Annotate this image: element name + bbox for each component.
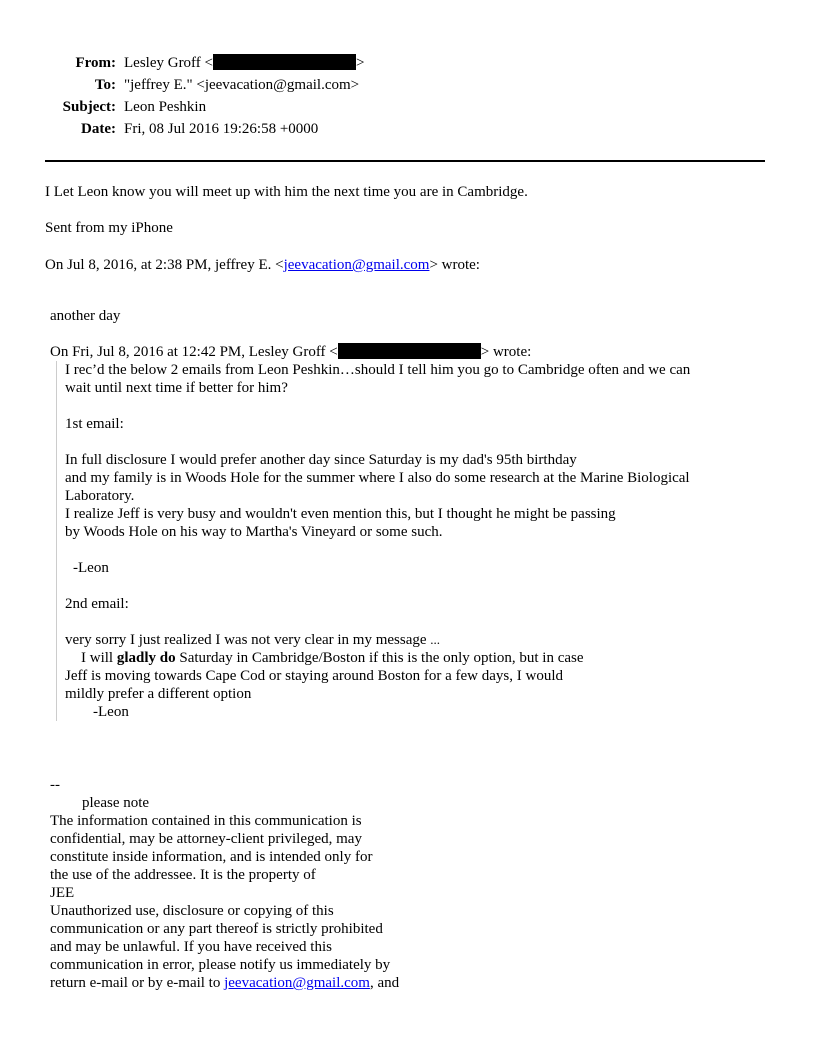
email-link[interactable]: jeevacation@gmail.com bbox=[224, 975, 370, 991]
quote-line: Jeff is moving towards Cape Cod or staying around Boston for a few days, I would bbox=[65, 668, 563, 684]
disclaimer-line: the use of the addressee. It is the property of bbox=[50, 867, 316, 883]
quote-line: I realize Jeff is very busy and wouldn't even mention this, but I thought he might be passing bbox=[65, 506, 616, 522]
email-link[interactable]: jeevacation@gmail.com bbox=[283, 257, 430, 273]
first-email-label: 1st email: bbox=[65, 416, 124, 432]
quote-line: I rec’d the below 2 emails from Leon Peshkin…should I tell him you go to Cambridge often and we can bbox=[65, 362, 691, 378]
second-email-label: 2nd email: bbox=[65, 596, 129, 612]
disclaimer-text: , and bbox=[369, 975, 400, 991]
redaction-block bbox=[338, 343, 481, 359]
sent-from-line: Sent from my iPhone bbox=[45, 220, 173, 236]
quote-line: by Woods Hole on his way to Martha's Vineyard or some such. bbox=[65, 524, 443, 540]
nested-intro-suffix: > wrote: bbox=[480, 344, 532, 360]
signature-leon: -Leon bbox=[93, 704, 129, 720]
quote-line bbox=[65, 631, 440, 649]
another-day-line: another day bbox=[50, 308, 121, 324]
date-label: Date: bbox=[81, 121, 116, 137]
to-value: "jeffrey E." <jeevacation@gmail.com> bbox=[124, 77, 360, 93]
quote-text: Saturday in Cambridge/Boston if this is the only option, but in case bbox=[175, 650, 584, 666]
from-name: Lesley Groff < bbox=[124, 55, 213, 71]
subject-value: Leon Peshkin bbox=[124, 99, 207, 115]
disclaimer-line: communication in error, please notify us immediately by bbox=[50, 957, 391, 973]
from-bracket: > bbox=[356, 55, 365, 71]
disclaimer-line bbox=[50, 974, 399, 992]
redaction-block bbox=[213, 54, 356, 70]
signature-leon: -Leon bbox=[73, 560, 109, 576]
ellipsis: ... bbox=[430, 632, 441, 647]
quote-line: Laboratory. bbox=[65, 488, 135, 504]
date-value: Fri, 08 Jul 2016 19:26:58 +0000 bbox=[124, 121, 319, 137]
from-label: From: bbox=[75, 55, 116, 71]
quote-line: and my family is in Woods Hole for the summer where I also do some research at the Marine Biological bbox=[65, 470, 690, 486]
body-line-1: I Let Leon know you will meet up with him the next time you are in Cambridge. bbox=[45, 184, 528, 200]
quote-text: very sorry I just realized I was not very clear in my message bbox=[65, 632, 427, 648]
subject-label: Subject: bbox=[62, 99, 116, 115]
disclaimer-line: The information contained in this communication is bbox=[50, 813, 362, 829]
disclaimer-line: communication or any part thereof is strictly prohibited bbox=[50, 921, 383, 937]
quote-line: wait until next time if better for him? bbox=[65, 380, 288, 396]
to-label: To: bbox=[94, 77, 116, 93]
please-note: please note bbox=[82, 795, 150, 811]
disclaimer-text: return e-mail or by e-mail to bbox=[50, 975, 225, 991]
reply-intro-text: On Jul 8, 2016, at 2:38 PM, jeffrey E. < bbox=[45, 257, 284, 273]
quoted-message bbox=[56, 361, 756, 721]
reply-intro-suffix: > wrote: bbox=[429, 257, 480, 273]
from-value bbox=[124, 52, 364, 74]
disclaimer-line: Unauthorized use, disclosure or copying of this bbox=[50, 903, 334, 919]
header-divider bbox=[45, 160, 765, 162]
signature-dashes: -- bbox=[50, 777, 60, 793]
nested-reply-intro bbox=[50, 343, 531, 361]
disclaimer-line: JEE bbox=[50, 885, 75, 901]
quote-line: In full disclosure I would prefer another day since Saturday is my dad's 95th birthday bbox=[65, 452, 577, 468]
disclaimer-line: confidential, may be attorney-client privileged, may bbox=[50, 831, 362, 847]
bold-text: gladly do bbox=[116, 650, 176, 666]
nested-intro-text: On Fri, Jul 8, 2016 at 12:42 PM, Lesley Groff < bbox=[50, 344, 338, 360]
disclaimer-line: and may be unlawful. If you have received this bbox=[50, 939, 332, 955]
quote-line: mildly prefer a different option bbox=[65, 686, 252, 702]
quote-line bbox=[81, 649, 584, 667]
reply-intro bbox=[45, 256, 480, 274]
quote-text: I will bbox=[81, 650, 117, 666]
disclaimer-line: constitute inside information, and is intended only for bbox=[50, 849, 373, 865]
